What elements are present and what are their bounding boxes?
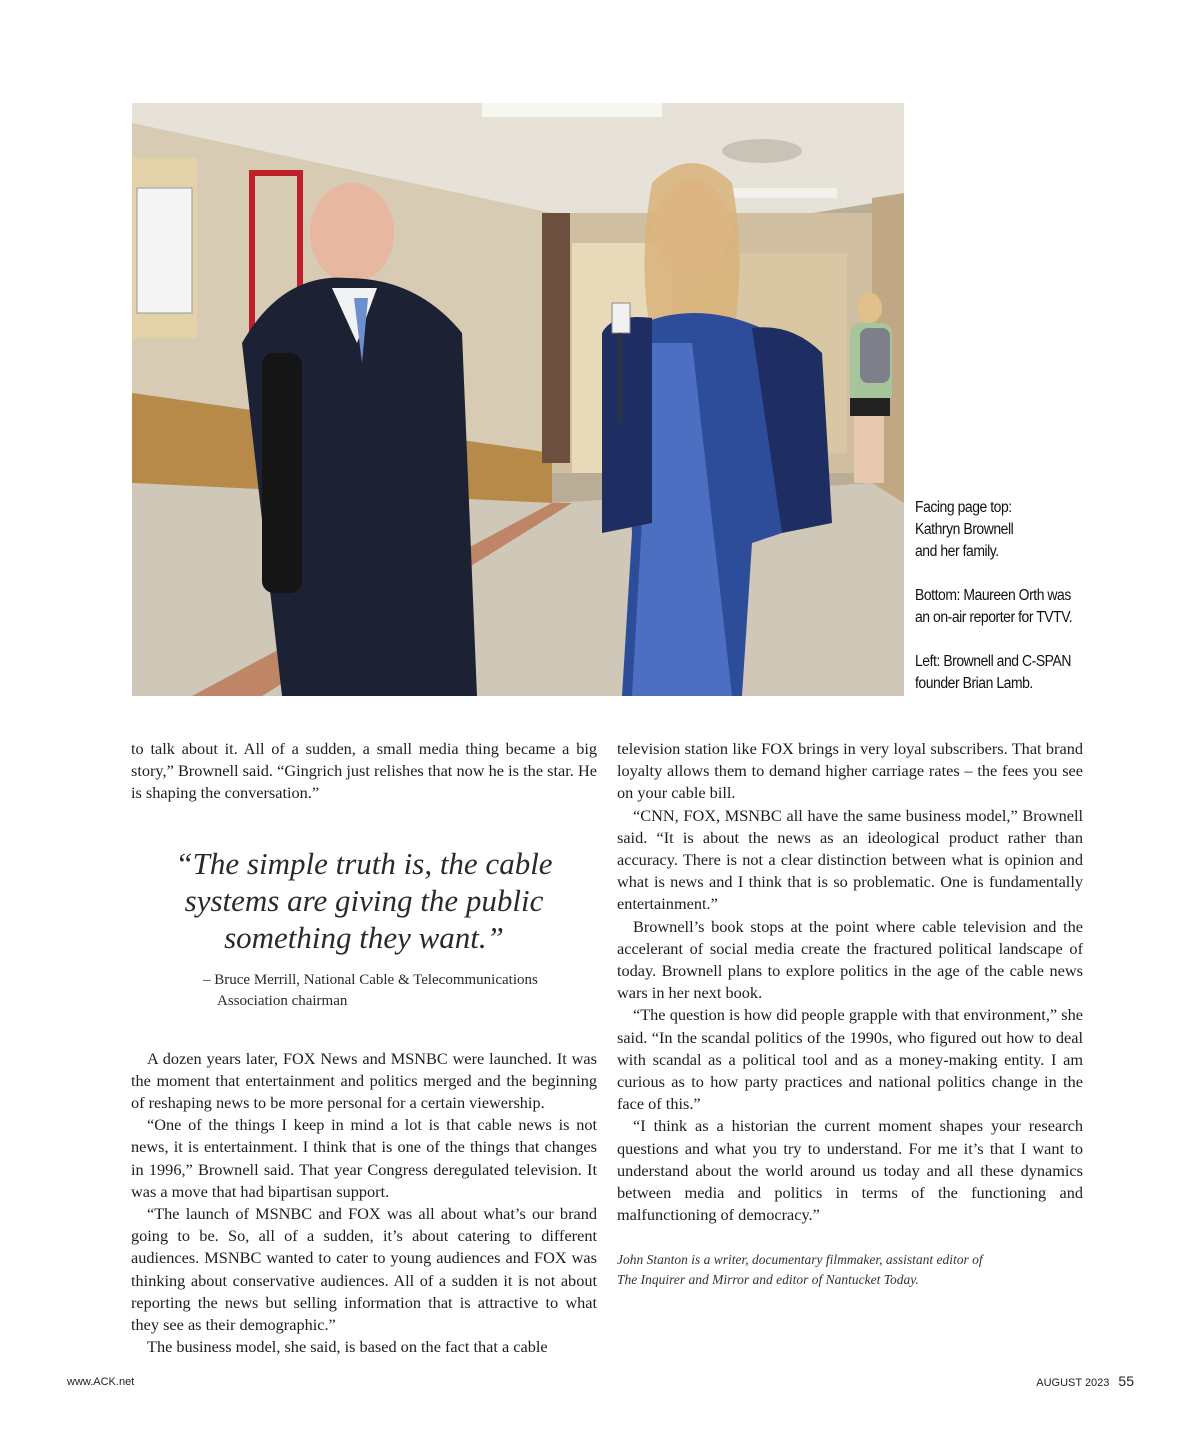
right-paragraph: Brownell’s book stops at the point where cable television and the accelerant of social media create the fractured political landscape of today. Brownell plans to explore politics in the age of the cable news wars in her next book.	[617, 916, 1083, 1003]
right-paragraph: “I think as a historian the current moment shapes your research questions and what you try to understand. For me it’s that I want to understand about the world around us today and all these dynamics between media and politics in terms of the functioning and malfunctioning of democracy.”	[617, 1116, 1083, 1225]
author-byline	[617, 1250, 1017, 1290]
footer-issue-info	[1036, 1373, 1134, 1389]
caption-facing-page-top: Facing page top: Kathryn Brownell and her family.	[915, 499, 1014, 560]
footer-issue-date: AUGUST 2023	[1036, 1377, 1110, 1389]
left-paragraph: A dozen years later, FOX News and MSNBC were launched. It was the moment that entertainment and politics merged and the beginning of reshaping news to be more personal for a certain viewership.	[131, 1048, 597, 1113]
hallway-photo-illustration	[132, 103, 904, 696]
left-intro-paragraph: to talk about it. All of a sudden, a small media thing became a big story,” Brownell said. “Gingrich just relishes that now he is the star. He is shaping the conversation.”	[131, 739, 597, 803]
photo-captions	[915, 497, 1086, 717]
pull-quote-text: “The simple truth is, the cable systems are giving the public something they want.”	[175, 845, 553, 955]
right-paragraph: “The question is how did people grapple with that environment,” she said. “In the scandal politics of the 1990s, who figured out how to deal with scandal as a political tool and as a money-making entity. I am curious as to how party practices and national politics change in the face of this.”	[617, 1005, 1083, 1114]
byline-line: John Stanton is a writer, documentary filmmaker, assistant editor of	[617, 1252, 983, 1268]
caption-bottom: Bottom: Maureen Orth was an on-air reporter for TVTV.	[915, 587, 1073, 626]
left-paragraph: The business model, she said, is based on the fact that a cable	[147, 1337, 548, 1357]
pull-quote-attribution: – Bruce Merrill, National Cable & Telecommunications Association chairman	[203, 971, 538, 1009]
article-right-column	[617, 738, 1083, 1290]
left-paragraph: “One of the things I keep in mind a lot is that cable news is not news, it is entertainment. I think that is one of the things that changes in 1996,” Brownell said. That year Congress deregulated television. It was a move that had bipartisan support.	[131, 1115, 597, 1201]
article-left-column	[131, 738, 597, 1358]
left-paragraph: “The launch of MSNBC and FOX was all about what’s our brand going to be. So, all of a sudden, it’s about catering to different audiences. MSNBC wanted to cater to young audiences and FOX was thinking about conservative audiences. All of a sudden it is not about reporting the news but selling information that is attractive to what they see as their demographic.”	[131, 1204, 597, 1335]
right-intro-paragraph: television station like FOX brings in very loyal subscribers. That brand loyalty allows them to demand higher carriage rates – the fees you see on your cable bill.	[617, 739, 1083, 803]
page-number: 55	[1118, 1373, 1134, 1389]
caption-left: Left: Brownell and C-SPAN founder Brian Lamb.	[915, 653, 1071, 692]
pull-quote	[131, 845, 597, 1012]
byline-line: The Inquirer and Mirror and editor of Nantucket Today.	[617, 1272, 919, 1288]
right-paragraph: “CNN, FOX, MSNBC all have the same business model,” Brownell said. “It is about the news as an ideological product rather than accuracy. There is not a clear distinction between what is opinion and what is news and I think that is so problematic. One is fundamentally entertainment.”	[617, 805, 1083, 914]
footer-website[interactable]: www.ACK.net	[67, 1376, 135, 1388]
article-photo	[132, 103, 904, 696]
